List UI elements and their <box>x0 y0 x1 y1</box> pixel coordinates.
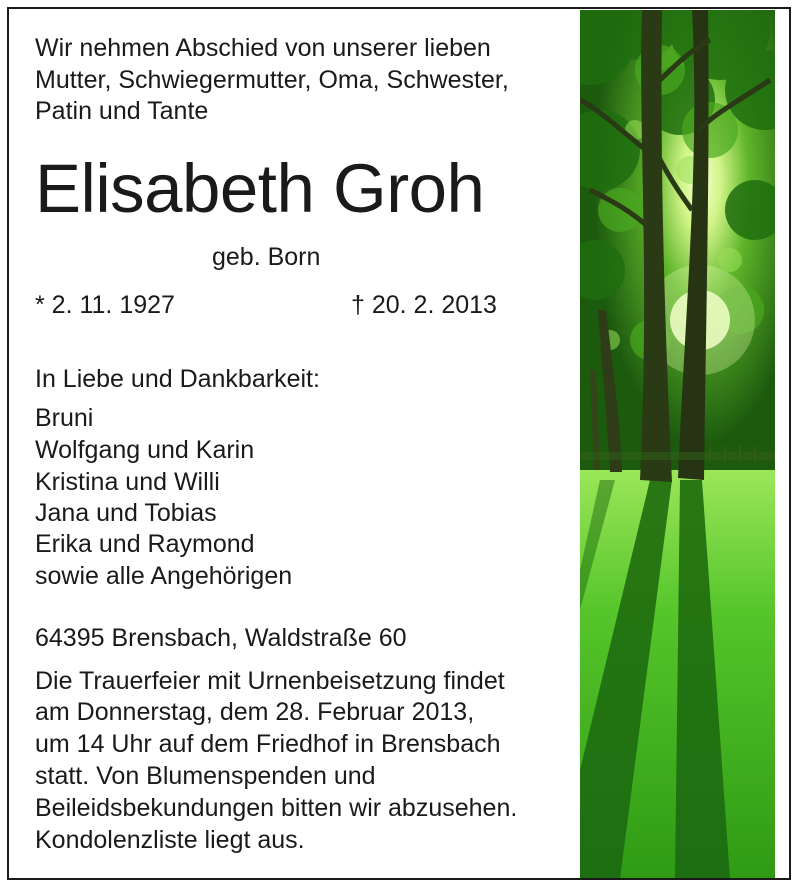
death-date: † 20. 2. 2013 <box>351 291 497 319</box>
family-member: Jana und Tobias <box>35 499 217 527</box>
details-line-3: um 14 Uhr auf dem Friedhof in Brensbach <box>35 730 501 758</box>
gratitude-line: In Liebe und Dankbarkeit: <box>35 365 320 393</box>
deceased-name: Elisabeth Groh <box>35 150 485 227</box>
family-member: Kristina und Willi <box>35 468 220 496</box>
intro-line-2: Mutter, Schwiegermutter, Oma, Schwester, <box>35 66 509 94</box>
details-line-4: statt. Von Blumenspenden und <box>35 762 376 790</box>
birth-date: * 2. 11. 1927 <box>35 291 175 319</box>
forest-photo <box>580 10 775 879</box>
details-line-6: Kondolenzliste liegt aus. <box>35 826 305 854</box>
details-line-2: am Donnerstag, dem 28. Februar 2013, <box>35 698 475 726</box>
family-member: Bruni <box>35 404 94 432</box>
intro-line-3: Patin und Tante <box>35 97 209 125</box>
family-member: Erika und Raymond <box>35 530 255 558</box>
intro-line-1: Wir nehmen Abschied von unserer lieben <box>35 34 491 62</box>
obituary-notice <box>7 7 791 880</box>
family-member: Wolfgang und Karin <box>35 436 255 464</box>
details-line-5: Beileidsbekundungen bitten wir abzusehen. <box>35 794 518 822</box>
address-line: 64395 Brensbach, Waldstraße 60 <box>35 624 407 652</box>
maiden-name: geb. Born <box>212 243 321 271</box>
family-member: sowie alle Angehörigen <box>35 562 293 590</box>
forest-illustration <box>580 10 775 879</box>
details-line-1: Die Trauerfeier mit Urnenbeisetzung findet <box>35 667 505 695</box>
